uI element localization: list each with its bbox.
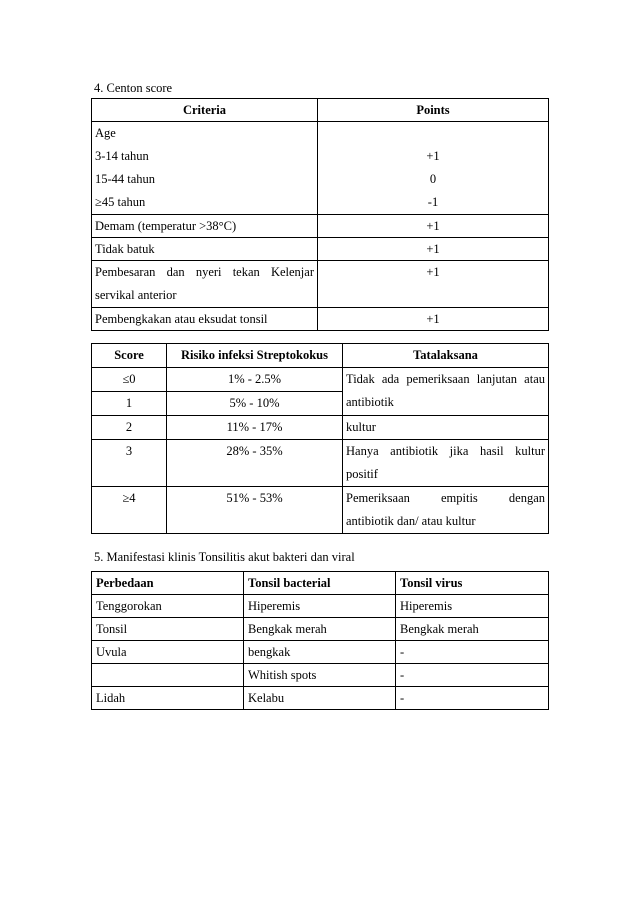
table-row (92, 641, 549, 664)
bacterial-cell: Kelabu (244, 687, 396, 710)
age-range: 15-44 tahun (95, 172, 156, 186)
virus-cell: Hiperemis (396, 595, 549, 618)
table-row (92, 238, 549, 261)
management-cell (343, 487, 549, 534)
age-range: ≥45 tahun (95, 195, 146, 209)
table-row (92, 122, 549, 215)
age-range: 3-14 tahun (95, 149, 149, 163)
criteria-cell: Pembengkakan atau eksudat tonsil (92, 308, 318, 331)
points-cell: +1 (318, 215, 549, 238)
age-points: +1 (426, 149, 440, 163)
management-line: antibiotik (346, 395, 394, 409)
age-points-cell (318, 122, 549, 215)
virus-cell: - (396, 641, 549, 664)
age-criteria-cell (92, 122, 318, 215)
table-row (92, 664, 549, 687)
table-row (92, 308, 549, 331)
bacterial-cell: Whitish spots (244, 664, 396, 687)
score-risk-table (91, 343, 549, 534)
management-cell: kultur (343, 416, 549, 440)
risk-cell: 28% - 35% (167, 440, 343, 487)
score-cell: ≤0 (92, 368, 167, 392)
table-row (92, 368, 549, 392)
difference-cell: Lidah (92, 687, 244, 710)
bacterial-cell: Bengkak merah (244, 618, 396, 641)
criteria-header: Criteria (92, 99, 318, 122)
virus-header: Tonsil virus (396, 572, 549, 595)
score-cell: 2 (92, 416, 167, 440)
tonsillitis-comparison-table (91, 571, 549, 710)
points-header: Points (318, 99, 549, 122)
table-row (92, 215, 549, 238)
score-header: Score (92, 344, 167, 368)
difference-cell: Uvula (92, 641, 244, 664)
table-row (92, 687, 549, 710)
risk-header: Risiko infeksi Streptokokus (167, 344, 343, 368)
bacterial-cell: Hiperemis (244, 595, 396, 618)
age-points: -1 (427, 195, 439, 209)
management-line: antibiotik dan/ atau kultur (346, 514, 476, 528)
table-row (92, 440, 549, 487)
risk-cell: 1% - 2.5% (167, 368, 343, 392)
points-cell: +1 (318, 308, 549, 331)
age-label: Age (95, 126, 116, 140)
difference-header: Perbedaan (92, 572, 244, 595)
management-cell (343, 440, 549, 487)
table-row (92, 487, 549, 534)
table-row (92, 618, 549, 641)
points-cell: +1 (318, 238, 549, 261)
virus-cell: - (396, 664, 549, 687)
risk-cell: 11% - 17% (167, 416, 343, 440)
table-row (92, 416, 549, 440)
table-header-row (92, 99, 549, 122)
criteria-line: servikal anterior (95, 288, 177, 302)
score-cell: 3 (92, 440, 167, 487)
age-points: 0 (429, 172, 437, 186)
management-line: Pemeriksaan empitis dengan (346, 491, 545, 505)
criteria-line: Pembesaran dan nyeri tekan Kelenjar (95, 265, 314, 279)
criteria-cell: Tidak batuk (92, 238, 318, 261)
risk-cell: 51% - 53% (167, 487, 343, 534)
management-line: Hanya antibiotik jika hasil kultur (346, 444, 545, 458)
score-cell: ≥4 (92, 487, 167, 534)
risk-cell: 5% - 10% (167, 392, 343, 416)
table-row (92, 261, 549, 308)
table-row (92, 595, 549, 618)
table-header-row (92, 344, 549, 368)
management-cell (343, 368, 549, 416)
score-cell: 1 (92, 392, 167, 416)
criteria-cell: Demam (temperatur >38°C) (92, 215, 318, 238)
virus-cell: - (396, 687, 549, 710)
management-header: Tatalaksana (343, 344, 549, 368)
criteria-cell (92, 261, 318, 308)
difference-cell (92, 664, 244, 687)
management-line: Tidak ada pemeriksaan lanjutan atau (346, 372, 545, 386)
centor-criteria-table (91, 98, 549, 331)
virus-cell: Bengkak merah (396, 618, 549, 641)
difference-cell: Tonsil (92, 618, 244, 641)
bacterial-header: Tonsil bacterial (244, 572, 396, 595)
management-line: positif (346, 467, 378, 481)
points-cell: +1 (318, 261, 549, 308)
section-5-heading: 5. Manifestasi klinis Tonsilitis akut bakteri dan viral (94, 550, 355, 564)
section-4-heading: 4. Centon score (94, 81, 173, 95)
difference-cell: Tenggorokan (92, 595, 244, 618)
table-header-row (92, 572, 549, 595)
bacterial-cell: bengkak (244, 641, 396, 664)
